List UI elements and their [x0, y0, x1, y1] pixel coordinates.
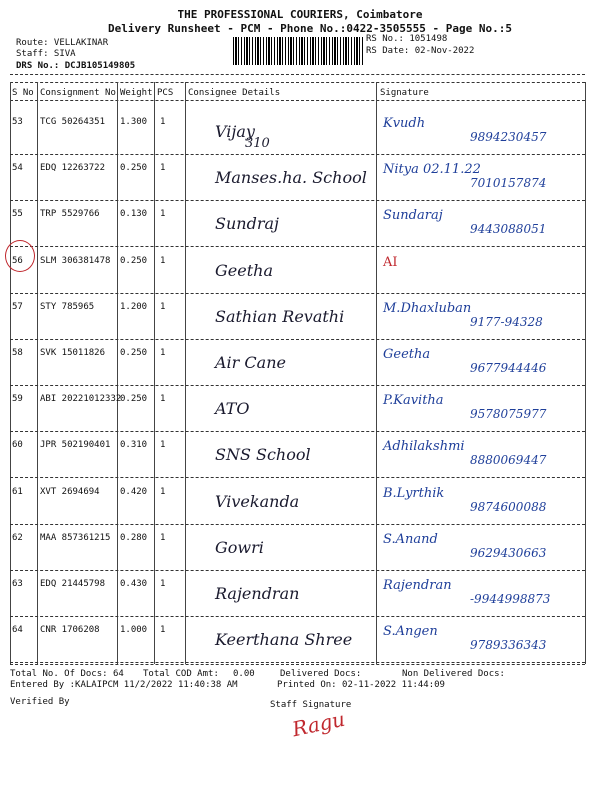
- row-weight: 1.300: [120, 117, 148, 127]
- row-pcs: 1: [160, 394, 166, 404]
- row-consignee-name: Vijay: [215, 122, 255, 141]
- rs-number: RS No.: 1051498: [366, 34, 448, 44]
- total-cod-value: 0.00: [233, 669, 255, 679]
- row-consignee-name: ATO: [215, 399, 250, 418]
- col-consignee-header: Consignee Details: [188, 88, 281, 98]
- header-divider: [10, 74, 585, 75]
- row-phone: 7010157874: [470, 176, 547, 190]
- row-signature: Nitya 02.11.22: [383, 162, 481, 177]
- delivered-docs: Delivered Docs:: [280, 669, 362, 679]
- row-sno: 55: [12, 209, 23, 219]
- row-divider: [10, 431, 585, 432]
- row-consignment-no: SLM 306381478: [40, 256, 111, 266]
- table-border-right: [585, 82, 586, 664]
- row-consignment-no: EDQ 21445798: [40, 579, 106, 589]
- row-sno: 63: [12, 579, 23, 589]
- col-divider: [185, 82, 186, 664]
- printed-on: Printed On: 02-11-2022 11:44:09: [277, 680, 445, 690]
- row-sno: 58: [12, 348, 23, 358]
- runsheet-title: Delivery Runsheet - PCM - Phone No.:0422-3505555 - Page No.:5: [108, 22, 512, 35]
- row-divider: [10, 154, 585, 155]
- row-consignment-no: JPR 502190401: [40, 440, 111, 450]
- col-consignment-header: Consignment No: [40, 88, 116, 98]
- row-pcs: 1: [160, 533, 166, 543]
- row-pcs: 1: [160, 302, 166, 312]
- row-divider: [10, 293, 585, 294]
- row-weight: 0.250: [120, 256, 148, 266]
- row-consignee-name: Rajendran: [215, 584, 300, 603]
- row-consignee-extra: 310: [245, 136, 270, 151]
- row-divider: [10, 570, 585, 571]
- row-pcs: 1: [160, 440, 166, 450]
- row-signature: Rajendran: [383, 578, 452, 593]
- row-pcs: 1: [160, 256, 166, 266]
- row-divider: [10, 616, 585, 617]
- row-pcs: 1: [160, 487, 166, 497]
- row-phone: 9578075977: [470, 407, 547, 421]
- staff-signature-label: Staff Signature: [270, 700, 352, 710]
- row-consignment-no: ABI 20221012332: [40, 394, 122, 404]
- row-pcs: 1: [160, 209, 166, 219]
- row-phone: -9944998873: [470, 592, 551, 606]
- row-weight: 1.000: [120, 625, 148, 635]
- row-sno: 57: [12, 302, 23, 312]
- row-consignment-no: CNR 1706208: [40, 625, 100, 635]
- row-consignment-no: STY 785965: [40, 302, 95, 312]
- table-header-rule: [10, 100, 585, 101]
- col-divider: [117, 82, 118, 664]
- row-phone: 9629430663: [470, 546, 547, 560]
- row-consignee-name: SNS School: [215, 445, 311, 464]
- row-divider: [10, 339, 585, 340]
- staff-label: Staff: SIVA: [16, 49, 76, 59]
- row-consignee-name: Manses.ha. School: [215, 168, 367, 187]
- row-signature: Kvudh: [383, 116, 426, 131]
- row-consignee-name: Air Cane: [215, 353, 286, 372]
- drs-label: DRS No.: DCJB105149805: [16, 61, 136, 71]
- row-weight: 0.250: [120, 394, 148, 404]
- row-sno: 64: [12, 625, 23, 635]
- row-weight: 0.310: [120, 440, 148, 450]
- barcode: [233, 37, 363, 65]
- row-signature: Adhilakshmi: [383, 439, 465, 454]
- row-signature: M.Dhaxluban: [383, 301, 472, 316]
- row-consignee-name: Gowri: [215, 538, 264, 557]
- total-cod-label: Total COD Amt:: [143, 669, 219, 679]
- row-signature: B.Lyrthik: [383, 486, 445, 501]
- row-weight: 0.430: [120, 579, 148, 589]
- row-divider: [10, 246, 585, 247]
- row-consignee-name: Vivekanda: [215, 492, 300, 511]
- row-signature: AI: [383, 255, 398, 270]
- row-sno: 53: [12, 117, 23, 127]
- row-consignee-name: Sathian Revathi: [215, 307, 345, 326]
- row-weight: 0.130: [120, 209, 148, 219]
- row-consignee-name: Keerthana Shree: [215, 630, 353, 649]
- row-pcs: 1: [160, 625, 166, 635]
- entered-by: Entered By :KALAIPCM 11/2/2022 11:40:38 AM: [10, 680, 238, 690]
- row-weight: 0.250: [120, 163, 148, 173]
- table-bottom-rule: [10, 664, 585, 665]
- table-border-left: [10, 82, 11, 664]
- row-signature: S.Anand: [383, 532, 438, 547]
- col-signature-header: Signature: [380, 88, 429, 98]
- verified-by: Verified By: [10, 697, 70, 707]
- row-pcs: 1: [160, 579, 166, 589]
- col-sno-header: S No: [12, 88, 34, 98]
- table-top-rule: [10, 82, 585, 83]
- row-consignment-no: SVK 15011826: [40, 348, 106, 358]
- row-sno: 54: [12, 163, 23, 173]
- row-consignment-no: MAA 857361215: [40, 533, 111, 543]
- row-consignment-no: TCG 50264351: [40, 117, 106, 127]
- route-label: Route: VELLAKINAR: [16, 38, 109, 48]
- row-divider: [10, 200, 585, 201]
- total-docs: Total No. Of Docs: 64: [10, 669, 124, 679]
- staff-signature-mark: Ragu: [290, 706, 348, 742]
- row-divider: [10, 524, 585, 525]
- row-phone: 9443088051: [470, 222, 547, 236]
- row-signature: Sundaraj: [383, 208, 443, 223]
- row-pcs: 1: [160, 348, 166, 358]
- col-weight-header: Weight: [120, 88, 153, 98]
- rs-date: RS Date: 02-Nov-2022: [366, 46, 475, 56]
- col-divider: [154, 82, 155, 664]
- row-sno: 60: [12, 440, 23, 450]
- row-consignment-no: TRP 5529766: [40, 209, 100, 219]
- row-sno: 56: [12, 256, 23, 266]
- row-divider: [10, 662, 585, 663]
- row-phone: 8880069447: [470, 453, 547, 467]
- row-signature: Geetha: [383, 347, 431, 362]
- row-phone: 9677944446: [470, 361, 547, 375]
- non-delivered-docs: Non Delivered Docs:: [402, 669, 505, 679]
- row-consignment-no: XVT 2694694: [40, 487, 100, 497]
- row-weight: 0.280: [120, 533, 148, 543]
- row-phone: 9177-94328: [470, 315, 543, 329]
- row-weight: 0.250: [120, 348, 148, 358]
- col-pcs-header: PCS: [157, 88, 174, 98]
- row-pcs: 1: [160, 117, 166, 127]
- company-title: THE PROFESSIONAL COURIERS, Coimbatore: [177, 8, 423, 21]
- row-divider: [10, 385, 585, 386]
- row-sno: 59: [12, 394, 23, 404]
- row-consignee-name: Geetha: [215, 261, 273, 280]
- row-sno: 62: [12, 533, 23, 543]
- row-phone: 9894230457: [470, 130, 547, 144]
- row-weight: 0.420: [120, 487, 148, 497]
- row-signature: S.Angen: [383, 624, 438, 639]
- col-divider: [376, 82, 377, 664]
- row-signature: P.Kavitha: [383, 393, 444, 408]
- row-sno: 61: [12, 487, 23, 497]
- circle-mark-icon: [5, 240, 35, 272]
- row-consignee-name: Sundraj: [215, 214, 279, 233]
- row-phone: 9789336343: [470, 638, 547, 652]
- col-divider: [37, 82, 38, 664]
- row-weight: 1.200: [120, 302, 148, 312]
- row-phone: 9874600088: [470, 500, 547, 514]
- row-divider: [10, 477, 585, 478]
- row-consignment-no: EDQ 12263722: [40, 163, 106, 173]
- row-pcs: 1: [160, 163, 166, 173]
